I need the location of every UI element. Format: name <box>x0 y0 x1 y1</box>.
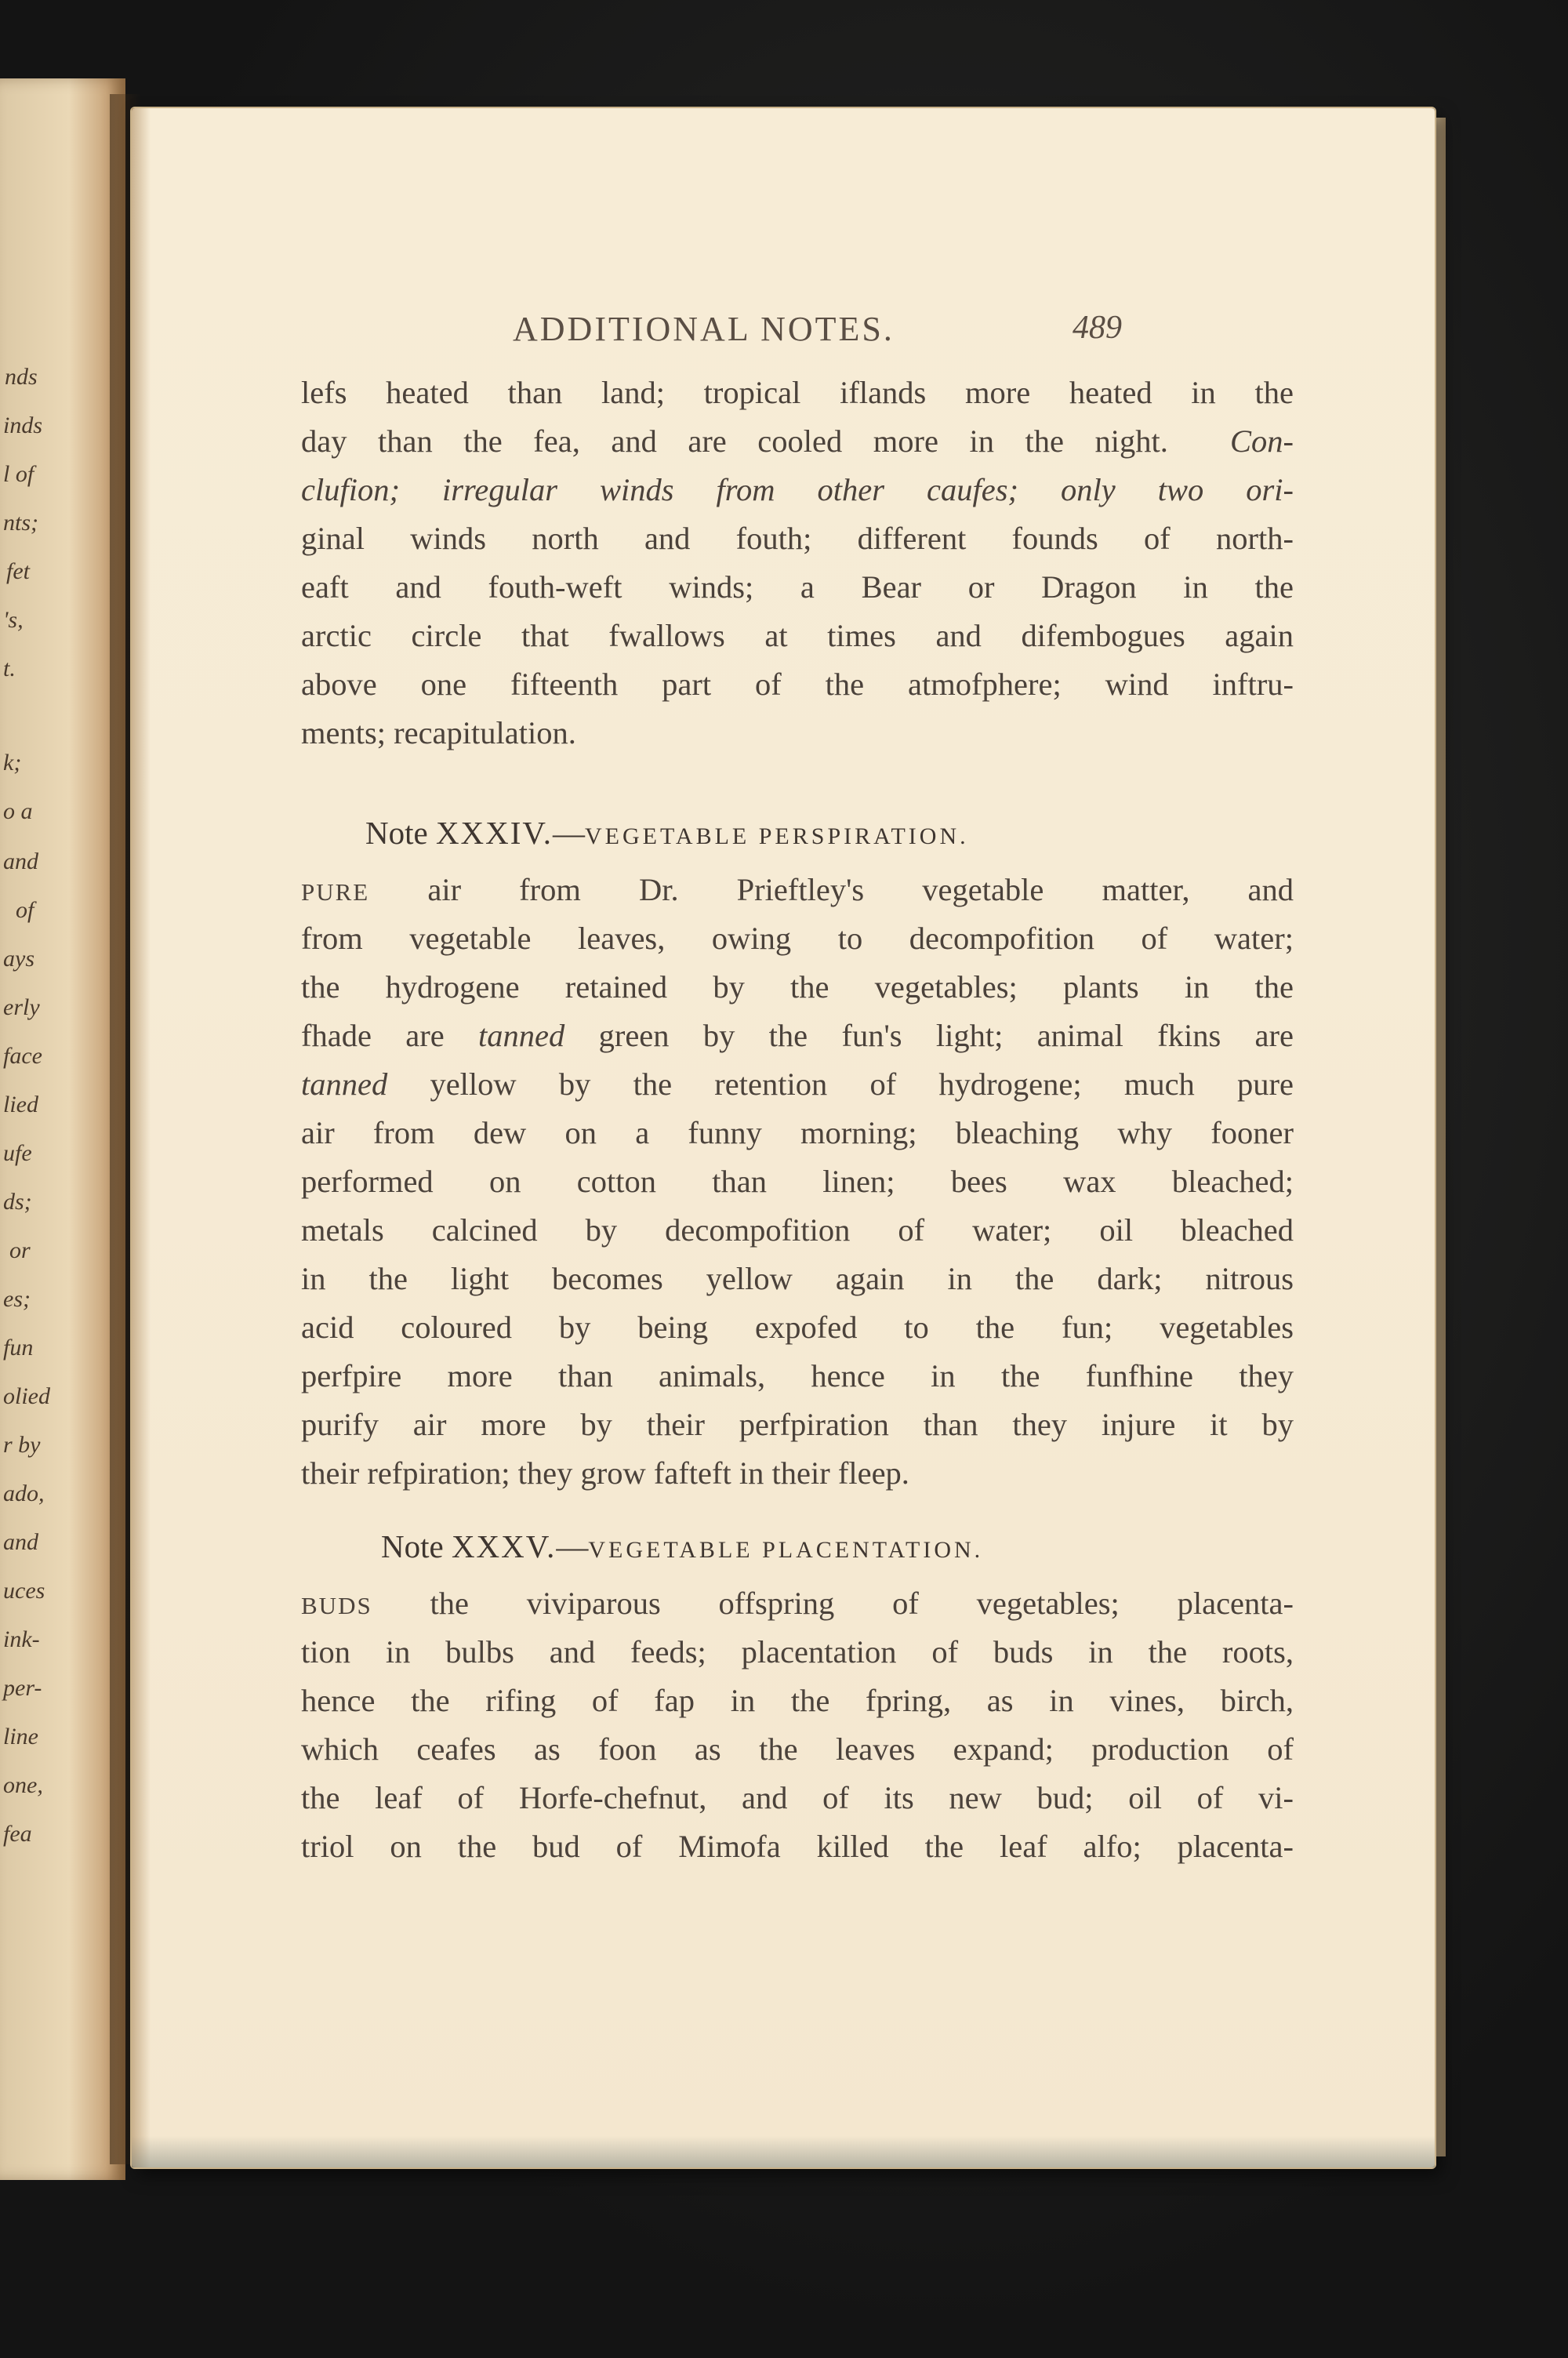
text-line: metals calcined by decompofition of water; oil bleached <box>301 1212 1294 1248</box>
facing-page-fragment: face <box>3 1043 42 1069</box>
facing-page-fragment: fet <box>6 558 30 584</box>
facing-page-fragment: or <box>9 1237 31 1263</box>
text-line <box>301 417 1294 466</box>
text-line-part: fhade are <box>301 1018 445 1053</box>
facing-page-fragment: inds <box>3 412 43 438</box>
facing-page-fragment: one, <box>3 1772 43 1798</box>
italic-word: clufion; irregular winds from other caufes; only two ori- <box>301 472 1294 507</box>
facing-page-fragment: 's, <box>3 607 24 633</box>
text-line <box>301 1060 1294 1109</box>
facing-page-fragment: and <box>3 848 38 874</box>
text-line: arctic circle that fwallows at times and difembogues again <box>301 618 1294 653</box>
text-line: ginal winds north and fouth; different founds of north- <box>301 521 1294 556</box>
italic-word: tanned <box>301 1066 388 1102</box>
text-line <box>301 1579 1294 1628</box>
note-number: XXXIV. <box>435 815 554 851</box>
text-line <box>301 466 1294 514</box>
text-line: in the light becomes yellow again in the dark; nitrous <box>301 1261 1294 1296</box>
italic-word: Con- <box>1230 423 1294 459</box>
facing-page-fragment: line <box>3 1724 38 1749</box>
text-line: their refpiration; they grow fafteft in their fleep. <box>301 1455 909 1491</box>
facing-page-fragment: l of <box>3 461 34 487</box>
note-label: Note <box>381 1528 444 1564</box>
italic-word: tanned <box>478 1018 565 1053</box>
facing-page-fragment: ays <box>3 946 34 972</box>
book-page <box>132 108 1435 2167</box>
facing-page-fragment: ufe <box>3 1140 32 1166</box>
text-line: lefs heated than land; tropical iflands more heated in the <box>301 375 1294 410</box>
cover-board-edge <box>1435 118 1446 2156</box>
text-line: purify air more by their perfpiration than they injure it by <box>301 1407 1294 1442</box>
page-header <box>132 309 1435 356</box>
text-line: acid coloured by being expofed to the fun; vegetables <box>301 1310 1294 1345</box>
text-line: the hydrogene retained by the vegetables; plants in the <box>301 969 1294 1005</box>
text-line-part: the viviparous offspring of vegetables; placenta- <box>430 1586 1294 1621</box>
text-line: the leaf of Horfe-chefnut, and of its new bud; oil of vi- <box>301 1780 1294 1815</box>
facing-page-fragment: ink- <box>3 1626 40 1652</box>
page-number: 489 <box>1073 310 1122 346</box>
facing-page-fragment: es; <box>3 1286 31 1312</box>
facing-page-fragment: per- <box>3 1675 42 1701</box>
text-line <box>301 866 1294 914</box>
text-line-part: day than the fea, and are cooled more in the night. <box>301 423 1168 459</box>
facing-page-fragment: k; <box>3 750 22 776</box>
running-head: ADDITIONAL NOTES. <box>513 310 895 348</box>
text-line: perfpire more than animals, hence in the funfhine they <box>301 1358 1294 1393</box>
text-line: eaft and fouth-weft winds; a Bear or Dragon in the <box>301 569 1294 605</box>
facing-page-fragment: ado, <box>3 1481 45 1506</box>
note-dash: — <box>553 815 586 851</box>
page-gutter-shade <box>132 108 151 2167</box>
note-label: Note <box>365 815 428 851</box>
lead-word: PURE <box>301 878 370 906</box>
text-line-part: green by the fun's light; animal fkins are <box>598 1018 1294 1053</box>
facing-page-fragment: ds; <box>3 1189 32 1215</box>
text-line: triol on the bud of Mimofa killed the leaf alfo; placenta- <box>301 1829 1294 1864</box>
facing-page-fragment: uces <box>3 1578 45 1604</box>
facing-page-edge <box>0 78 125 2180</box>
note-dash: — <box>556 1528 589 1564</box>
facing-page-fragment: o a <box>3 798 33 824</box>
facing-page-fragment: nds <box>5 364 38 390</box>
text-line <box>301 1012 1294 1060</box>
text-line-part: yellow by the retention of hydrogene; much pure <box>430 1066 1294 1102</box>
text-line: which ceafes as foon as the leaves expand; production of <box>301 1731 1294 1767</box>
facing-page-fragment: fun <box>3 1335 34 1361</box>
note-number: XXXV. <box>451 1528 557 1564</box>
text-line-part: air from Dr. Prieftley's vegetable matter, and <box>427 872 1294 907</box>
text-line: ments; recapitulation. <box>301 715 576 750</box>
facing-page-fragment: r by <box>3 1432 41 1458</box>
note-34-body <box>301 866 1294 1498</box>
continuation-paragraph <box>301 369 1294 758</box>
lead-word: BUDS <box>301 1592 372 1619</box>
facing-page-fragment: t. <box>3 656 16 681</box>
note-title: VEGETABLE PERSPIRATION. <box>585 823 969 849</box>
facing-page-fragment: erly <box>3 994 40 1020</box>
note-34-heading <box>365 814 969 852</box>
facing-page-fragment: nts; <box>3 510 38 536</box>
page-bottom-edge <box>132 2136 1435 2167</box>
facing-page-fragment: of <box>16 897 34 923</box>
text-line: tion in bulbs and feeds; placentation of buds in the roots, <box>301 1634 1294 1669</box>
text-line: air from dew on a funny morning; bleaching why fooner <box>301 1115 1294 1150</box>
text-line: from vegetable leaves, owing to decompofition of water; <box>301 921 1294 956</box>
facing-page-fragment: lied <box>3 1092 38 1117</box>
note-title: VEGETABLE PLACENTATION. <box>588 1537 984 1563</box>
text-line: performed on cotton than linen; bees wax bleached; <box>301 1164 1294 1199</box>
note-35-body <box>301 1579 1294 1871</box>
facing-page-fragment: and <box>3 1529 38 1555</box>
text-line: above one fifteenth part of the atmofphere; wind inftru- <box>301 667 1294 702</box>
facing-page-fragment: fea <box>3 1821 32 1847</box>
text-line: hence the rifing of fap in the fpring, as in vines, birch, <box>301 1683 1294 1718</box>
facing-page-fragment: olied <box>3 1383 50 1409</box>
note-35-heading <box>381 1528 983 1565</box>
